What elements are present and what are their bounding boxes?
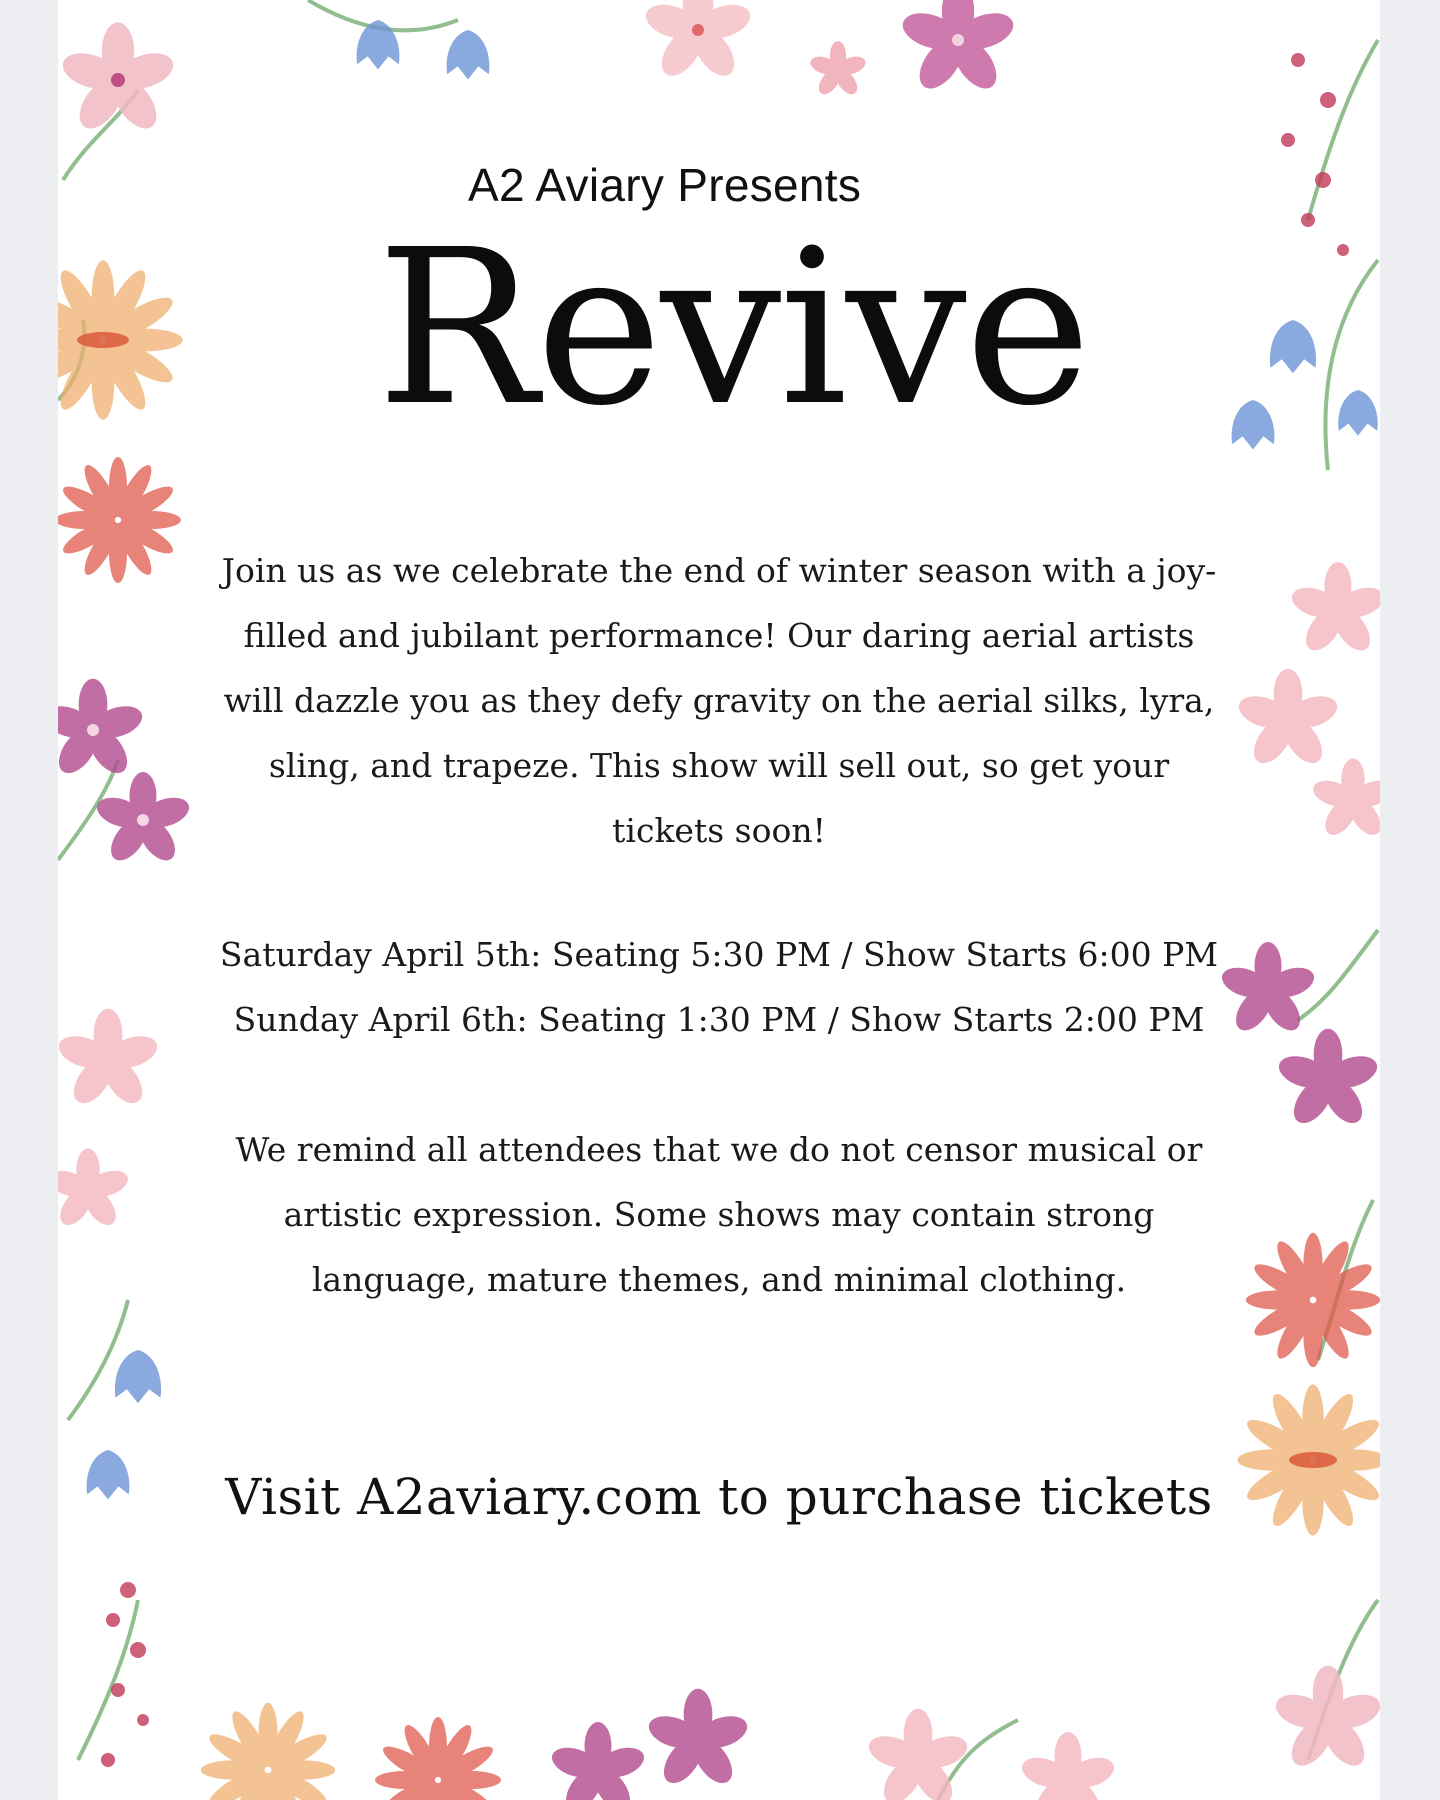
presenter-heading: A2 Aviary Presents [468,159,862,211]
schedule-block [208,922,1230,1052]
intro-paragraph [208,538,1230,863]
intro-line: will dazzle you as they defy gravity on the aerial silks, lyra, [223,681,1215,720]
intro-line: sling, and trapeze. This show will sell out, so get your [268,746,1170,785]
intro-line: Join us as we celebrate the end of winter season with a joy- [221,551,1217,590]
notice-line: language, mature themes, and minimal clothing. [311,1260,1127,1299]
notice-line: We remind all attendees that we do not censor musical or [235,1130,1203,1169]
notice-line: artistic expression. Some shows may contain strong [283,1195,1155,1234]
event-title: Revive [376,204,1090,453]
schedule-sunday: Sunday April 6th: Seating 1:30 PM / Show Starts 2:00 PM [233,1000,1205,1039]
schedule-saturday: Saturday April 5th: Seating 5:30 PM / Show Starts 6:00 PM [219,935,1219,974]
intro-line: filled and jubilant performance! Our daring aerial artists [243,616,1195,655]
intro-line: tickets soon! [612,811,826,850]
poster-page [58,0,1380,1800]
content-notice [208,1117,1230,1312]
ticket-call-to-action: Visit A2aviary.com to purchase tickets [225,1468,1213,1526]
